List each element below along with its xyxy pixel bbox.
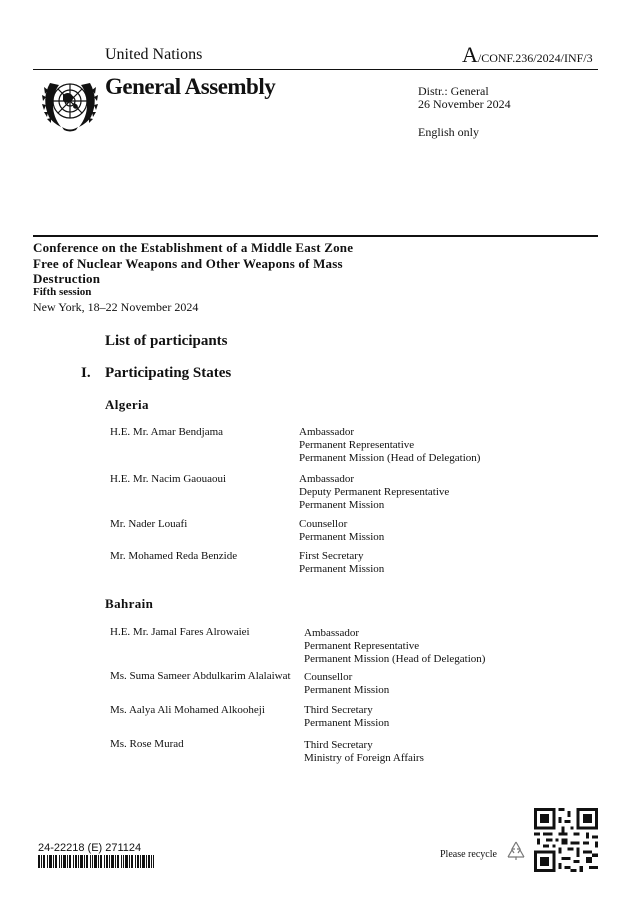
document-symbol <box>462 42 593 68</box>
participant-name: Ms. Aalya Ali Mohamed Alkooheji <box>110 704 265 716</box>
country-heading: Bahrain <box>105 596 154 611</box>
participant-titles <box>299 473 449 512</box>
un-emblem-icon <box>36 73 104 135</box>
qr-code-icon <box>534 808 598 872</box>
symbol-letter: A <box>462 42 478 67</box>
participant-title-line: Deputy Permanent Representative <box>299 486 450 498</box>
participant-title-line: Ambassador <box>304 627 359 639</box>
participant-titles <box>299 518 384 544</box>
section-number: I. <box>81 365 91 381</box>
document-job-number: 24-22218 (E) 271124 <box>38 842 142 854</box>
recycle-icon <box>505 840 527 862</box>
participant-name: Mr. Mohamed Reda Benzide <box>110 550 238 562</box>
participant-title-line: First Secretary <box>299 550 364 562</box>
section-title: Participating States <box>105 365 232 381</box>
participant-name: H.E. Mr. Jamal Fares Alrowaiei <box>110 626 250 638</box>
participant-title-line: Counsellor <box>299 518 348 530</box>
participant-titles <box>304 627 485 666</box>
session-place-dates: New York, 18–22 November 2024 <box>33 300 199 314</box>
participant-titles <box>299 550 384 576</box>
participant-titles <box>299 426 480 465</box>
participant-title-line: Counsellor <box>304 671 353 683</box>
barcode-icon <box>38 855 154 868</box>
participant-title-line: Permanent Mission <box>304 684 390 696</box>
participant-name: Ms. Rose Murad <box>110 738 184 750</box>
organization-name: United Nations <box>105 46 203 63</box>
participant-title-line: Permanent Mission <box>304 717 390 729</box>
participant-title-line: Permanent Mission <box>299 499 385 511</box>
document-date: 26 November 2024 <box>418 97 511 111</box>
session-label: Fifth session <box>33 286 92 298</box>
participant-title-line: Permanent Representative <box>304 640 420 652</box>
symbol-code: /CONF.236/2024/INF/3 <box>477 51 593 65</box>
language-note: English only <box>418 125 480 139</box>
participant-title-line: Third Secretary <box>304 739 373 751</box>
participant-titles <box>304 671 389 697</box>
participant-name: Ms. Suma Sameer Abdulkarim Alalaiwat <box>110 670 291 682</box>
list-heading: List of participants <box>105 333 228 349</box>
participant-title-line: Permanent Mission <box>299 563 385 575</box>
participant-name: Mr. Nader Louafi <box>110 518 188 530</box>
participant-titles <box>304 704 389 730</box>
participant-title-line: Ministry of Foreign Affairs <box>304 752 424 764</box>
participant-title-line: Permanent Mission <box>299 531 385 543</box>
conference-title: Conference on the Establishment of a Middle East Zone Free of Nuclear Weapons and Other Weapons of Mass Destruction <box>33 240 354 286</box>
participant-title-line: Ambassador <box>299 473 354 485</box>
distribution-block <box>418 85 511 111</box>
participant-title-line: Ambassador <box>299 426 354 438</box>
recycle-note: Please recycle <box>440 849 497 860</box>
header-rule <box>33 69 598 70</box>
participant-name: H.E. Mr. Amar Bendjama <box>110 426 224 438</box>
country-heading: Algeria <box>105 397 149 412</box>
distribution-label: Distr.: General <box>418 84 489 98</box>
participant-title-line: Permanent Mission (Head of Delegation) <box>299 452 481 464</box>
page-title: General Assembly <box>105 74 276 99</box>
conference-rule <box>33 235 598 237</box>
participant-title-line: Permanent Representative <box>299 439 415 451</box>
participant-titles <box>304 739 424 765</box>
participant-title-line: Third Secretary <box>304 704 373 716</box>
participant-title-line: Permanent Mission (Head of Delegation) <box>304 653 486 665</box>
participant-name: H.E. Mr. Nacim Gaouaoui <box>110 473 227 485</box>
